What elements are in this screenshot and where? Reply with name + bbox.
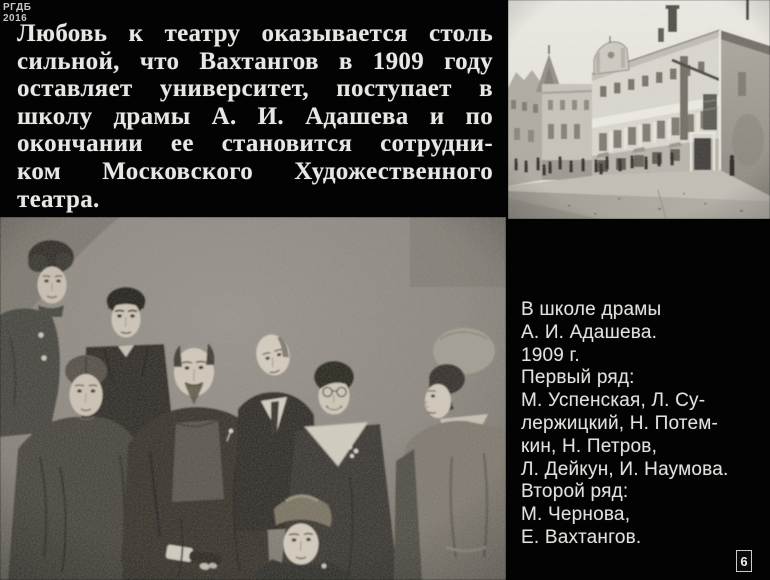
caption-line: Л. Дейкун, И. Наумова. xyxy=(521,458,729,480)
street-photo-art xyxy=(508,0,770,219)
watermark-line2: 2016 xyxy=(3,13,28,24)
caption-line: В школе драмы xyxy=(521,299,662,320)
watermark-line1: РГДБ xyxy=(3,2,32,13)
narration-line: ком Московского Художественного xyxy=(17,157,493,185)
watermark xyxy=(3,2,31,24)
caption-line: М. Успенская, Л. Су- xyxy=(521,390,706,412)
group-photo-art xyxy=(0,217,506,580)
frame-number-value: 6 xyxy=(740,553,748,569)
group-photo xyxy=(0,217,506,580)
narration-line: сильной, что Вахтангов в 1909 году xyxy=(17,47,493,75)
caption-line: кин, Н. Петров, xyxy=(521,435,658,457)
narration-line: школу драмы А. И. Адашева и по xyxy=(17,102,493,130)
caption-line: лержицкий, Н. Потем- xyxy=(521,412,719,434)
photo-caption xyxy=(521,299,767,550)
narration-line: театра. xyxy=(17,185,100,213)
narration-line: оставляет университет, поступает в xyxy=(17,75,493,103)
narration-text xyxy=(17,20,493,213)
caption-line: Второй ряд: xyxy=(521,481,629,503)
street-photo xyxy=(508,0,770,219)
narration-line: окончании ее становится сотрудни- xyxy=(17,130,493,158)
frame-number-badge xyxy=(736,550,752,572)
caption-line: Е. Вахтангов. xyxy=(521,526,642,548)
caption-line: А. И. Адашева. xyxy=(521,321,658,343)
caption-line: М. Чернова, xyxy=(521,504,631,526)
narration-line: Любовь к театру оказывается столь xyxy=(17,20,493,47)
caption-line: Первый ряд: xyxy=(521,367,635,389)
caption-line: 1909 г. xyxy=(521,344,580,366)
